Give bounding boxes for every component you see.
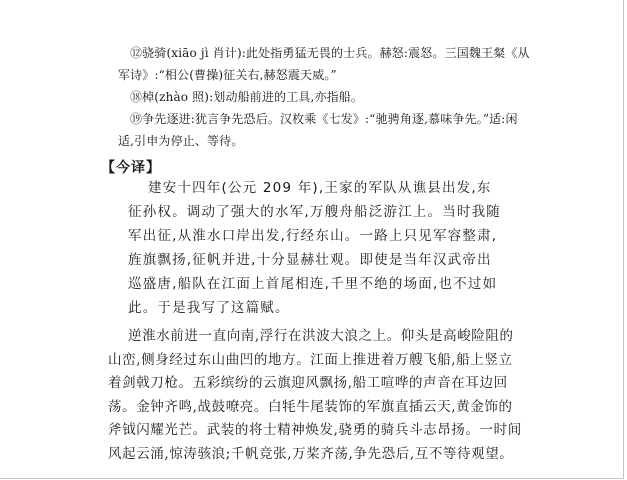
note-18 [118,86,530,108]
translation-line: 荡。金钟齐鸣,战鼓嘹亮。白牦牛尾装饰的军旗直插云天,黄金饰的 [108,398,513,415]
translation-line: 风起云涌,惊涛骇浪;千帆竞张,万桨齐荡,争先恐后,互不等待观望。 [108,445,514,462]
translation-paragraph [108,325,528,466]
translation-line: 逆淮水前进一直向南,浮行在洪波大浪之上。仰头是高峻险阻的 [128,328,514,344]
note-19-line-1: ⑲争先逐进:犹言争先恐后。汉枚乘《七发》:“驰骋角逐,慕味争先。”适:闲 [130,112,518,126]
annotation-notes [118,42,530,152]
note-12-line-2: 军诗》:“相公(曹操)征关右,赫怒震天威。” [118,68,337,82]
note-19-line-2: 适,引申为停止、等待。 [118,134,244,148]
preface-line: 征孙权。调动了强大的水军,万艘舟船泛游江上。当时我随 [128,204,501,220]
note-12 [118,42,530,86]
preface-line: 此。于是我写了这篇赋。 [128,300,290,316]
translation-line: 着剑戟刀枪。五彩缤纷的云旗迎风飘扬,船工喧哗的声音在耳边回 [108,375,508,391]
preface-line: 巡盛唐,船队在江面上首尾相连,千里不绝的场面,也不过如 [128,276,498,292]
preface-line: 军出征,从淮水口岸出发,行经东山。一路上只见军容整肃, [128,228,498,244]
note-19 [118,108,530,152]
preface-line: 建安十四年(公元 209 年),王家的军队从谯县出发,东 [148,180,492,196]
translation-line: 山峦,侧身经过东山曲凹的地方。江面上推进着万艘飞船,船上竖立 [108,351,513,368]
translation-line: 斧钺闪耀光芒。武装的将士精神焕发,骁勇的骑兵斗志昂扬。一时间 [108,422,522,438]
preface-paragraph [128,176,528,320]
note-12-line-1: ⑫骁骑(xiāo jì 肖计):此处指勇猛无畏的士兵。赫怒:震怒。三国魏王粲《从 [130,46,530,60]
preface-line: 旌旗飘扬,征帆并进,十分显赫壮观。即使是当年汉武帝出 [128,252,492,268]
section-title: 【今译】 [101,160,161,176]
note-18-line-1: ⑱棹(zhào 照):划动船前进的工具,亦指船。 [130,90,364,104]
